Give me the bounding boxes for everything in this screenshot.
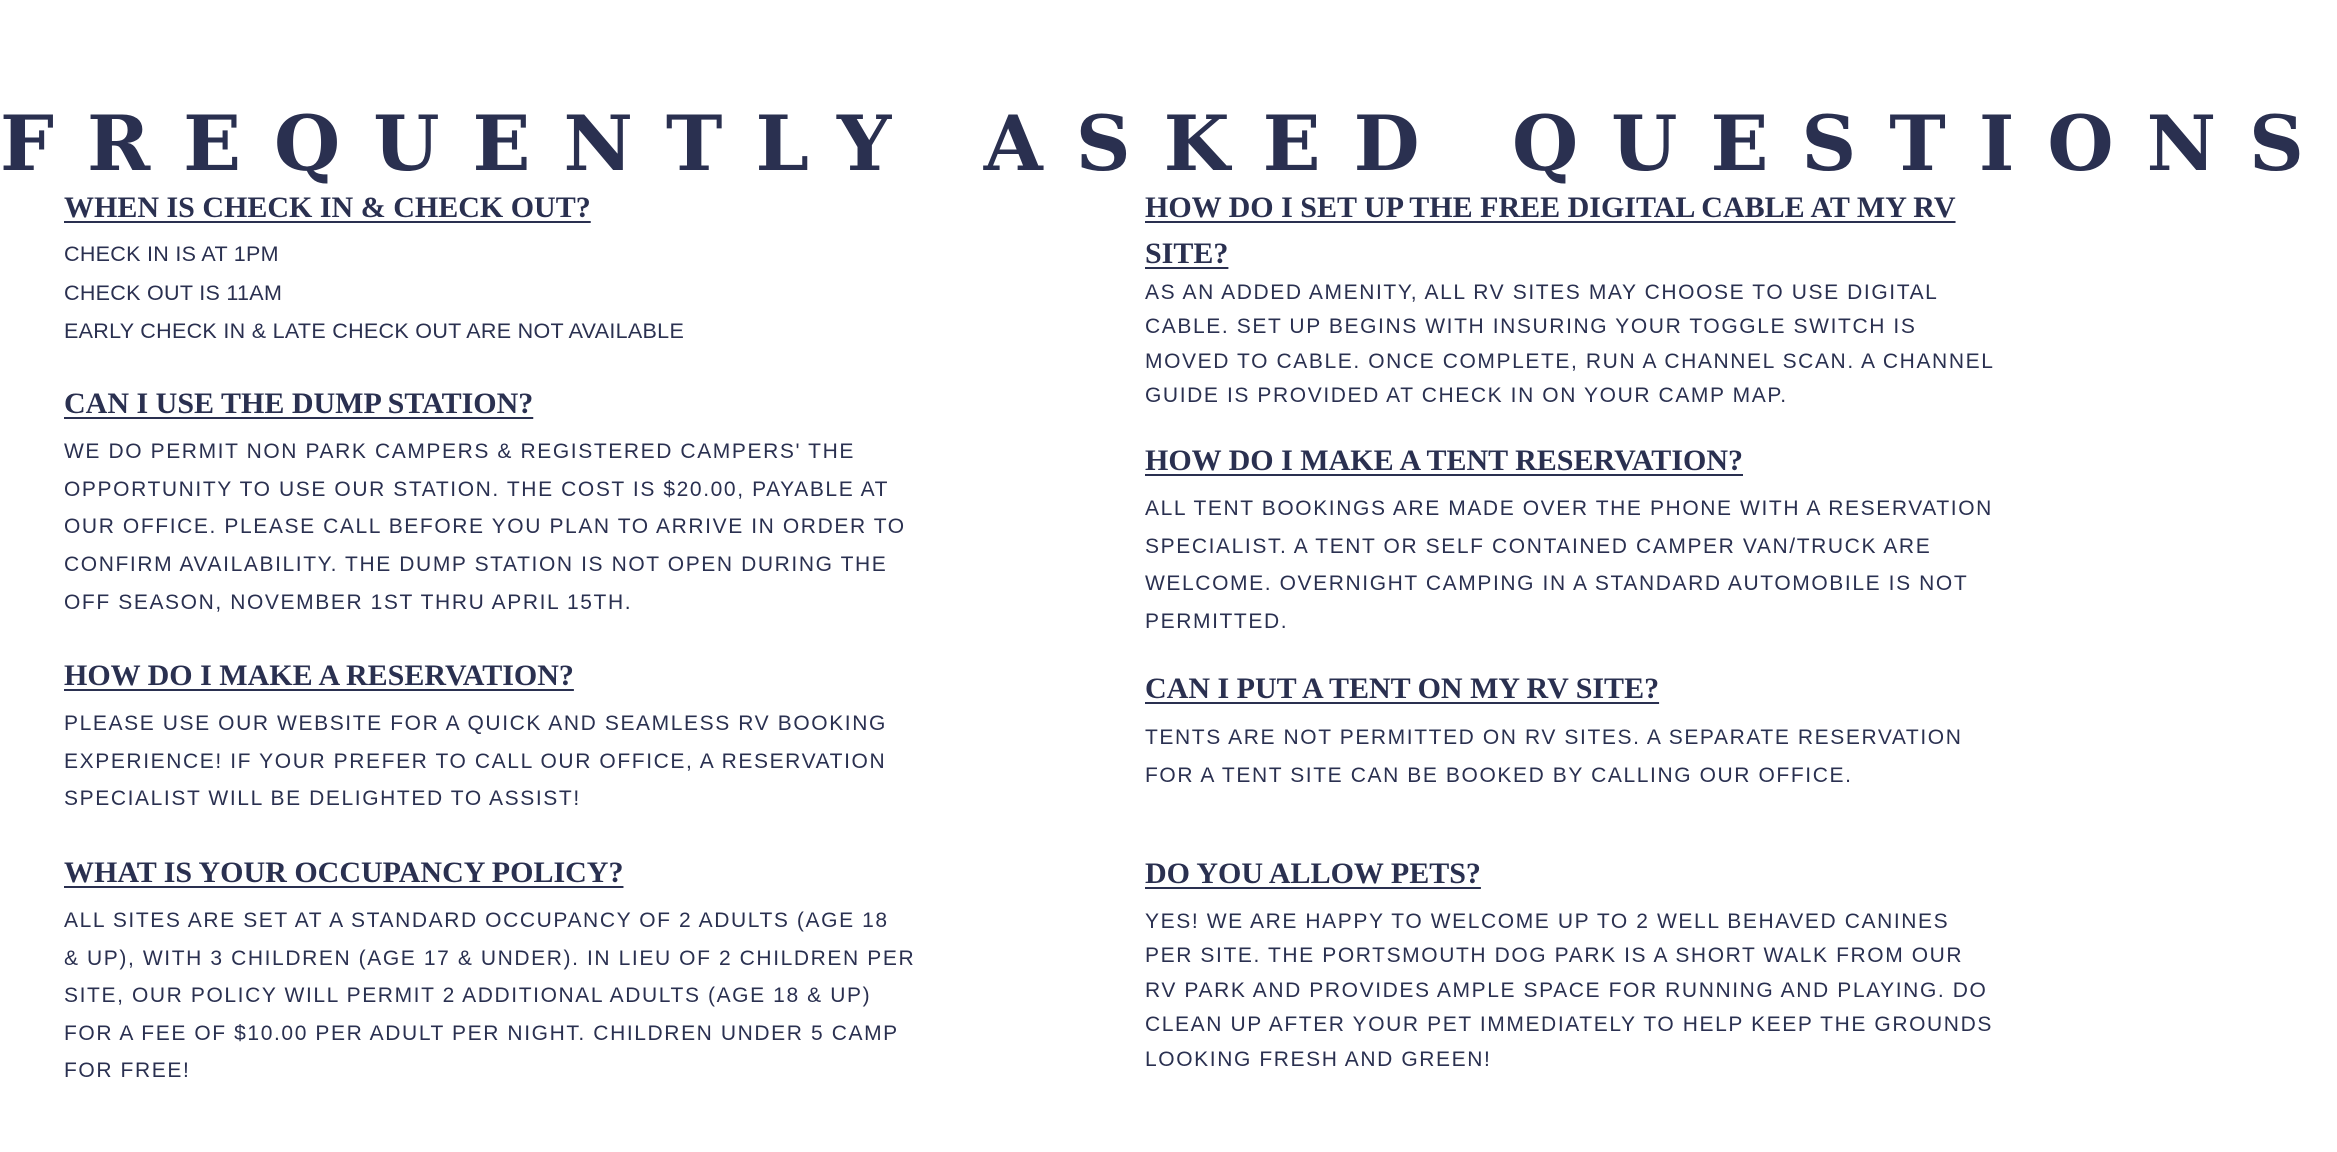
answer-line: ALL SITES ARE SET AT A STANDARD OCCUPANCY OF 2 ADULTS (AGE 18 bbox=[64, 909, 889, 932]
answer-line: CLEAN UP AFTER YOUR PET IMMEDIATELY TO HELP KEEP THE GROUNDS bbox=[1145, 1013, 1993, 1037]
faq-answer bbox=[1145, 905, 1993, 1077]
answer-line: PLEASE USE OUR WEBSITE FOR A QUICK AND SEAMLESS RV BOOKING bbox=[64, 712, 887, 735]
answer-line: EXPERIENCE! IF YOUR PREFER TO CALL OUR OFFICE, A RESERVATION bbox=[64, 749, 887, 773]
answer-line: FOR A TENT SITE CAN BE BOOKED BY CALLING OUR OFFICE. bbox=[1145, 764, 1853, 787]
answer-line: ALL TENT BOOKINGS ARE MADE OVER THE PHONE WITH A RESERVATION bbox=[1145, 497, 1993, 520]
answer-line: CABLE. SET UP BEGINS WITH INSURING YOUR TOGGLE SWITCH IS bbox=[1145, 315, 1917, 339]
faq-answer bbox=[1145, 490, 1993, 641]
answer-line: WE DO PERMIT NON PARK CAMPERS & REGISTERED CAMPERS' THE bbox=[64, 440, 855, 463]
answer-line: PERMITTED. bbox=[1145, 610, 1289, 634]
answer-line: OUR OFFICE. PLEASE CALL BEFORE YOU PLAN TO ARRIVE IN ORDER TO bbox=[64, 515, 906, 539]
faq-answer bbox=[1145, 276, 1994, 414]
answer-line: FOR A FEE OF $10.00 PER ADULT PER NIGHT. CHILDREN UNDER 5 CAMP bbox=[64, 1021, 899, 1045]
answer-line: SITE, OUR POLICY WILL PERMIT 2 ADDITIONAL ADULTS (AGE 18 & UP) bbox=[64, 984, 872, 1007]
faq-item-dump-station bbox=[64, 381, 906, 622]
answer-line: OFF SEASON, NOVEMBER 1ST THRU APRIL 15TH. bbox=[64, 590, 633, 614]
faq-item-tent-reservation bbox=[1145, 438, 1993, 641]
faq-item-digital-cable bbox=[1145, 185, 1994, 414]
faq-item-check-in-out bbox=[64, 185, 684, 351]
faq-question: CAN I PUT A TENT ON MY RV SITE? bbox=[1145, 672, 1660, 705]
answer-line: GUIDE IS PROVIDED AT CHECK IN ON YOUR CAMP MAP. bbox=[1145, 384, 1788, 408]
answer-line: YES! WE ARE HAPPY TO WELCOME UP TO 2 WELL BEHAVED CANINES bbox=[1145, 910, 1950, 933]
faq-question: WHEN IS CHECK IN & CHECK OUT? bbox=[64, 191, 591, 224]
answer-line: PER SITE. THE PORTSMOUTH DOG PARK IS A SHORT WALK FROM OUR bbox=[1145, 944, 1964, 968]
answer-line: RV PARK AND PROVIDES AMPLE SPACE FOR RUNNING AND PLAYING. DO bbox=[1145, 978, 1988, 1002]
faq-answer bbox=[64, 235, 684, 351]
faq-answer bbox=[1145, 719, 1963, 795]
faq-item-pets bbox=[1145, 851, 1993, 1077]
faq-question: CAN I USE THE DUMP STATION? bbox=[64, 387, 534, 420]
faq-question: WHAT IS YOUR OCCUPANCY POLICY? bbox=[64, 856, 624, 889]
answer-line: SPECIALIST WILL BE DELIGHTED TO ASSIST! bbox=[64, 787, 581, 811]
answer-line: EARLY CHECK IN & LATE CHECK OUT ARE NOT AVAILABLE bbox=[64, 319, 685, 343]
answer-line: & UP), WITH 3 CHILDREN (AGE 17 & UNDER). IN LIEU OF 2 CHILDREN PER bbox=[64, 946, 916, 970]
answer-line: OPPORTUNITY TO USE OUR STATION. THE COST IS $20.00, PAYABLE AT bbox=[64, 477, 890, 501]
faq-answer bbox=[64, 902, 915, 1090]
answer-line: AS AN ADDED AMENITY, ALL RV SITES MAY CHOOSE TO USE DIGITAL bbox=[1145, 281, 1939, 304]
answer-line: LOOKING FRESH AND GREEN! bbox=[1145, 1047, 1492, 1071]
faq-question: HOW DO I MAKE A TENT RESERVATION? bbox=[1145, 444, 1743, 477]
question-line: HOW DO I SET UP THE FREE DIGITAL CABLE AT MY RV bbox=[1145, 191, 1956, 224]
question-line: SITE? bbox=[1145, 237, 1229, 270]
faq-item-tent-on-rv-site bbox=[1145, 666, 1963, 795]
answer-line: CHECK OUT IS 11AM bbox=[64, 280, 283, 305]
faq-answer bbox=[64, 705, 887, 818]
faq-item-reservation bbox=[64, 653, 887, 818]
faq-question: HOW DO I MAKE A RESERVATION? bbox=[64, 659, 574, 692]
faq-question: DO YOU ALLOW PETS? bbox=[1145, 857, 1481, 890]
answer-line: CONFIRM AVAILABILITY. THE DUMP STATION IS NOT OPEN DURING THE bbox=[64, 553, 888, 577]
page-title: FREQUENTLY ASKED QUESTIONS bbox=[0, 98, 2337, 188]
answer-line: SPECIALIST. A TENT OR SELF CONTAINED CAMPER VAN/TRUCK ARE bbox=[1145, 534, 1932, 558]
answer-line: MOVED TO CABLE. ONCE COMPLETE, RUN A CHANNEL SCAN. A CHANNEL bbox=[1145, 349, 1995, 373]
answer-line: FOR FREE! bbox=[64, 1059, 191, 1082]
answer-line: WELCOME. OVERNIGHT CAMPING IN A STANDARD AUTOMOBILE IS NOT bbox=[1145, 572, 1969, 596]
faq-answer bbox=[64, 433, 906, 622]
answer-line: TENTS ARE NOT PERMITTED ON RV SITES. A SEPARATE RESERVATION bbox=[1145, 726, 1963, 749]
faq-question bbox=[1145, 185, 1994, 277]
faq-item-occupancy bbox=[64, 850, 915, 1090]
answer-line: CHECK IN IS AT 1PM bbox=[64, 242, 279, 266]
